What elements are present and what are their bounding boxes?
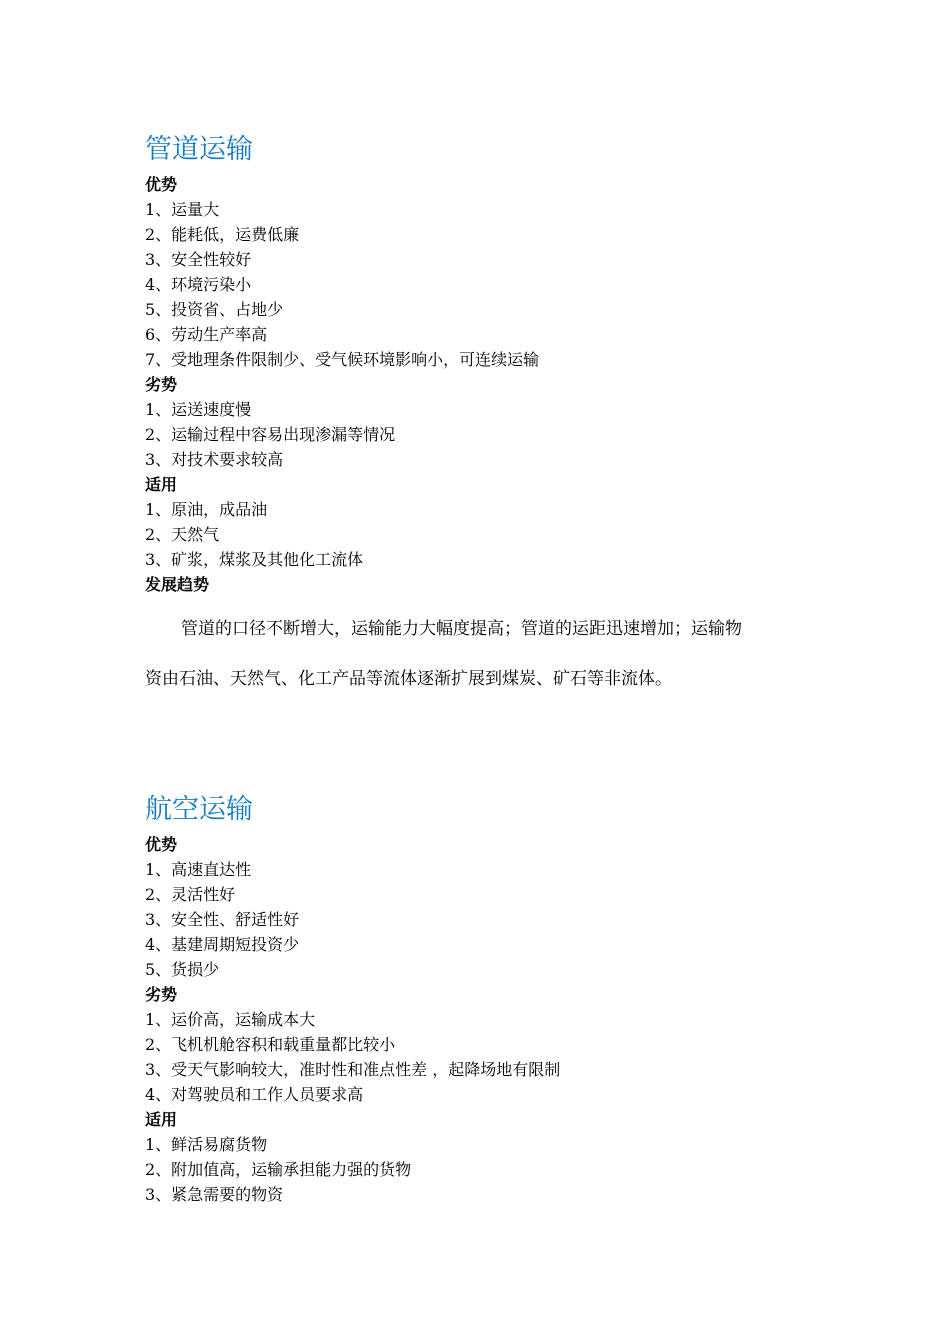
list-item: 2、运输过程中容易出现渗漏等情况 [145, 425, 396, 444]
list-item: 3、安全性、舒适性好 [145, 910, 300, 929]
applicable-list [145, 1132, 825, 1207]
disadvantages-heading: 劣势 [145, 985, 178, 1004]
list-item: 2、能耗低，运费低廉 [145, 225, 300, 244]
disadvantages-list [145, 1007, 825, 1107]
list-item: 3、矿浆，煤浆及其他化工流体 [145, 550, 364, 569]
list-item: 3、安全性较好 [145, 250, 252, 269]
list-item: 2、飞机机舱容积和载重量都比较小 [145, 1035, 396, 1054]
disadvantages-heading: 劣势 [145, 375, 178, 394]
list-item: 6、劳动生产率高 [145, 325, 268, 344]
list-item: 1、鲜活易腐货物 [145, 1135, 268, 1154]
list-item: 3、受天气影响较大，准时性和准点性差 ，起降场地有限制 [145, 1060, 561, 1079]
trend-heading: 发展趋势 [145, 575, 210, 594]
list-item: 3、紧急需要的物资 [145, 1185, 284, 1204]
list-item: 3、对技术要求较高 [145, 450, 284, 469]
applicable-heading: 适用 [145, 1110, 178, 1129]
trend-paragraph [145, 604, 825, 704]
advantages-heading: 优势 [145, 835, 178, 854]
list-item: 4、对驾驶员和工作人员要求高 [145, 1085, 364, 1104]
list-item: 4、基建周期短投资少 [145, 935, 300, 954]
list-item: 1、运价高，运输成本大 [145, 1010, 316, 1029]
list-item: 2、附加值高，运输承担能力强的货物 [145, 1160, 412, 1179]
list-item: 7、受地理条件限制少、受气候环境影响小，可连续运输 [145, 350, 540, 369]
disadvantages-list [145, 397, 825, 472]
section-title: 航空运输 [145, 794, 253, 825]
list-item: 1、高速直达性 [145, 860, 252, 879]
list-item: 2、灵活性好 [145, 885, 236, 904]
list-item: 5、货损少 [145, 960, 220, 979]
trend-paragraph-line: 管道的口径不断增大，运输能力大幅度提高；管道的运距迅速增加；运输物 [181, 619, 742, 639]
applicable-heading: 适用 [145, 475, 178, 494]
section-pipeline-transport [145, 128, 825, 704]
section-air-transport [145, 788, 825, 1207]
list-item: 1、原油，成品油 [145, 500, 268, 519]
list-item: 1、运送速度慢 [145, 400, 252, 419]
list-item: 1、运量大 [145, 200, 220, 219]
list-item: 5、投资省、占地少 [145, 300, 284, 319]
list-item: 4、环境污染小 [145, 275, 252, 294]
list-item: 2、天然气 [145, 525, 220, 544]
section-title: 管道运输 [145, 134, 253, 165]
advantages-list [145, 857, 825, 982]
applicable-list [145, 497, 825, 572]
advantages-list [145, 197, 825, 372]
trend-paragraph-line: 资由石油、天然气、化工产品等流体逐渐扩展到煤炭、矿石等非流体。 [145, 669, 672, 689]
advantages-heading: 优势 [145, 175, 178, 194]
